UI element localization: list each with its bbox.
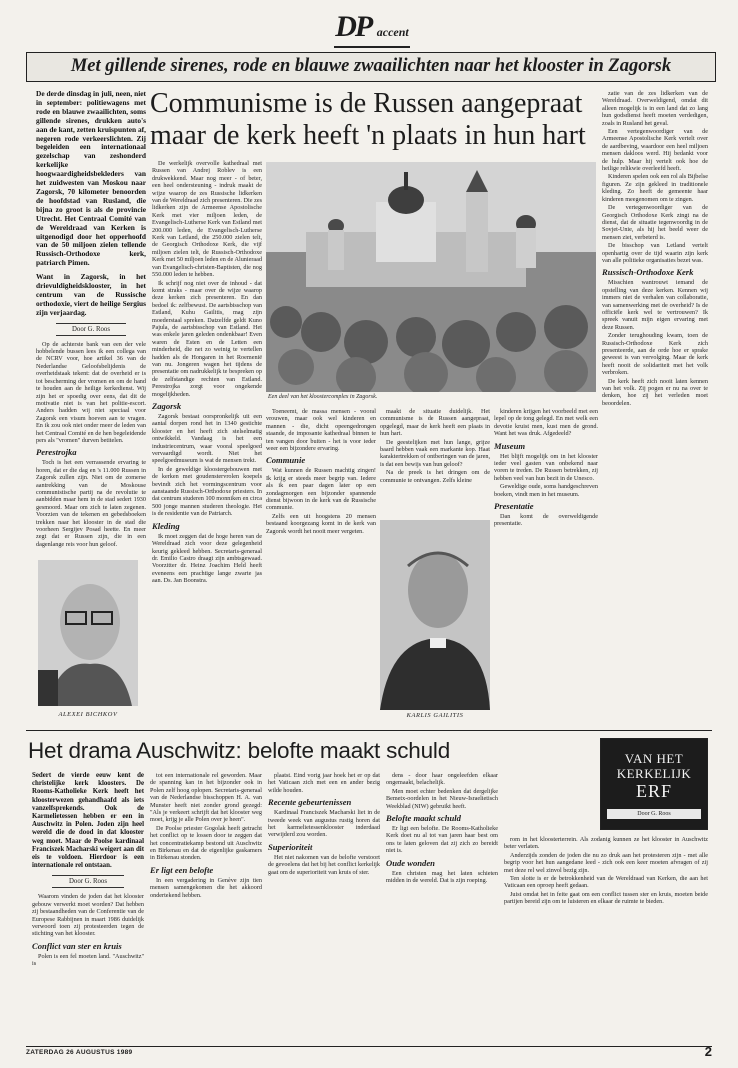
subhead-conflict: Conflict van ster en kruis — [32, 940, 122, 951]
story1-paragraph: De werkelijk overvolle kathedraal met Russen van Andrej Roblev is een drukwekkend. Maar nog meer - of beter, een heel ondersteuning - indruk maakt de wijze waarop de zes Russische lidkerken van de Wereldraad zich presenteren. Die zes lidkerken zijn de Armeense Apostolische Kerk met vier miljoen leden, de Evangelisch-Lutherse Kerk van Estland met 200.000 leden, de Evangelisch-Lutherse Kerk van Letland, die 250.000 zielen telt, de Georgisch Orthodoxe Kerk, die vijf miljoen zielen telt, de Russisch-Orthodoxe Kerk met 50 miljoen leden en de Alunieraad van Evangelisch-christen-Baptisten, die nog 550.000 leden te hebben. — [152, 160, 262, 279]
masthead — [0, 8, 738, 58]
story1-byline: Door G. Roos — [56, 323, 126, 336]
story1-headline — [150, 88, 610, 152]
subhead-recente: Recente gebeurtenissen — [268, 797, 352, 808]
story2-paragraph: Juist omdat het in feite gaat om een conflict tussen ster en kruis, moeten beide partijen bereid zijn om te luisteren en elkaar de ruimte te bieden. — [504, 890, 708, 906]
monastery-photo-caption: Een deel van het kloostercomplex in Zagorsk. — [268, 394, 378, 400]
section-logo — [334, 8, 410, 48]
story2-column-1 — [32, 772, 144, 1042]
story2-byline: Door G. Roos — [52, 875, 124, 888]
subhead-oude-wonden: Oude wonden — [386, 857, 435, 868]
story2-paragraph: tot een internationale rel geworden. Maar de spanning kan in het bijzonder ook in Polen zelf hoog oplopen. Secretaris-generaal van de Nederlandse bisschoppen H. A. van Munster heeft niet zonder grond gezegd: "Als je verkeert schrijft dat het klooster weg moet, krijg je alle Polen over je heen". — [150, 772, 262, 824]
story1-paragraph: Kinderen spelen ook een rol als Bijbelse figuren. Ze zijn gekleed in traditionele kleding. Zo heeft de gemeente haar kinderen meegenomen om te zingen. — [602, 173, 708, 203]
portrait-gailitis — [380, 520, 490, 710]
story2-column-3 — [268, 772, 380, 1042]
subhead-belofte: Er ligt een belofte — [150, 864, 214, 875]
story1-paragraph: De kerk heeft zich nooit laten kennen van het volk. Zij pogen er nu na over te denken, hoe zij het verleden moet beoordelen. — [602, 377, 708, 407]
logo-line3: ERF — [635, 781, 672, 801]
story1-right-column — [602, 90, 708, 730]
story1-headline-line1: Communisme is de Russen aangepraat — [150, 88, 583, 119]
story1-left-paragraph: Op de achterste bank van een der vele hobbelende bussen lees ik een collega van de NCRV voor, hoe artikel 36 van de Nederlandse Geloofsbelijdenis de overheidstaak tekent: dat de overheid er is tot bescherming der vromen en om de hand te houden aan de heilige kerkedienst. Wij zijn het er spoedig over eens, dat dit de motivatie niet is van het politie-escort. Anders hadden wij niet speciaal voor Zagorsk een visum hoeven aan te vragen. En ik zou ook niet onder meer de leden van het Centraal Comité en de hen begeleidende pers als "vromen" durven betitelen. — [36, 340, 146, 444]
portrait-gailitis-caption: KARLIS GAILITIS — [406, 712, 464, 719]
page-number: 2 — [704, 1044, 712, 1059]
monastery-illustration — [266, 162, 596, 392]
story2-lead: Sedert de vierde eeuw kent de christelijke kerk kloosters. De Rooms-Katholieke Kerk heeft het kloosterwezen gehandhaafd als iets vanzelfsprekends. Ook de Karmelietessen hebben er een in Auschwitz in Polen. Joden zijn heel wereld die de dood in dat klooster weg moet. Maar de Poolse kardinaal Franciszek Macharski weigert aan dit eis te voldoen. Hierdoor is een internationale rel ontstaan. — [32, 772, 144, 870]
subhead-presentatie: Presentatie — [494, 501, 534, 512]
kerkelijk-erf-logo — [600, 738, 708, 830]
story2-paragraph: Er ligt een belofte. De Rooms-Katholieke Kerk doet nu al tot van jaren haar best om ons te laten geloven dat zij zich zo bereidt niet is. — [386, 825, 498, 855]
story1-paragraph: De geestelijken met hun lange, grijze baard hebben vaak een markante kop. Haat karaktertrekken of ontberingen van de jaren, is dat een bewijs van hun geloof? — [380, 438, 490, 468]
logo-line2: KERKELIJK — [616, 766, 692, 781]
story2-paragraph: In een vergadering in Genève zijn tien mensen samengekomen die het akkoord ondertekend hebben. — [150, 876, 262, 899]
portrait-gailitis-illustration — [380, 520, 490, 710]
story1-paragraph: Toeneemt, de massa mensen - vooral vrouwen, maar ook wel kinderen en mannen - die, dicht opeengedrongen staande, de imposante kathedraal binnen te ten vangen door buiten - het is voor ieder weer een bijzondere ervaring. — [266, 408, 376, 453]
subhead-superioriteit: Superioriteit — [268, 841, 313, 852]
story1-paragraph: Zelfs een uit hoogstens 20 mensen bestaand koorgezang komt in de kerk van Zagorsk wordt het nooit meer vergeten. — [266, 512, 376, 535]
story2-column-5 — [504, 836, 708, 1042]
story2-paragraph: Het niet nakomen van de belofte verstoort de gevoelens dat het bij het conflict kerkelijk gaat om de superioriteit van kruis of ster. — [268, 853, 380, 876]
story1-paragraph: Dan komt de overweldigende presentatie. — [494, 513, 598, 528]
story1-left-paragraph: Toch is het een verrassende ervaring te horen, dat er die dag en 's 11.000 Russen in Zagorsk zullen zijn. Niet om de zomerse aantrekking van de Moskouse communistische partij na de revolutie te aanbidden maar hem in de stad sedert 1930 gesmoord. Maar om zich te laten zegenen. Voorzien van de tekenen en gebedsboeken trekken naar het klooster in de stad die voorheen Sergijev Posad heette. En meer zegt dat er Russen zijn, die in een dagenlange reis voor hun geloof. — [36, 459, 146, 548]
subhead-russisch-orthodoxe-kerk: Russisch-Orthodoxe Kerk — [602, 267, 694, 278]
section-logo-mark: DP — [335, 10, 372, 43]
story1-paragraph: Misschien wantrouwt iemand de opstelling van deze kerken. Kennen wij immers niet de verhalen van collaboratie, van samenwerking met de overheid? Is de officiële kerk wel te vertrouwen? Ik spreek vanuit mijn eigen ervaring met deze Russen. — [602, 279, 708, 331]
story1-lead: De derde dinsdag in juli, neen, niet in september: politiewagens met rode en blauwe zwaailichten, soms gillende sirenes, drukken auto's aan de kant, zetten kruispunten af, negeren rode verkeerslichten. Zij begeleiden een internationaal gezelschap van zeshonderd kerkelijke hoogwaardigheidsbekleders van het zuidwesten van Moskou naar Zagorsk, 70 kilometer benoorden de hoofdstad van Rusland, die bijna zo groot is als de provincie Utrecht. Het Centraal Comité van de Wereldraad van Kerken is uitgenodigd door het opperhoofd van de 50 miljoen zielen tellende Russisch-Orthodoxe kerk, patriarch Pimen. — [36, 90, 146, 268]
story2-paragraph: Kardinaal Franciszek Macharski liet in de tweede week van augustus rustig horen dat het karmelietessenklooster inderdaad verwijderd zou worden. — [268, 809, 380, 839]
portrait-bichkov-illustration — [38, 560, 138, 706]
story2-paragraph: De Poolse priester Gogolak heeft getracht het conflict op te lossen door te zeggen dat het concentratiekamp bestond uit Auschwitz en Birkenau en dat de eigenlijke gaskamers in Birkenau stonden. — [150, 824, 262, 862]
story1-column-2 — [152, 160, 262, 730]
story1-column-3 — [266, 408, 376, 578]
monastery-photo — [266, 162, 596, 392]
subhead-museum: Museum — [494, 440, 526, 451]
story1-paragraph: kinderen krijgen het voorbeeld met een lepel op de tong gelegd. En met welk een devotie kruist men, kust men de grond. Want het was druk. Afgedeeld? — [494, 408, 598, 438]
story1-paragraph: Ik moet zeggen dat de hoge heren van de Wereldraad zich voor deze gelegenheid keurig gekleed hebben. Secretaris-generaal dr. Emilio Castro draagt zijn ambtsgewaad. Voorzitter dr. Heinz Joachim Held heeft eveneens een prachtige lange zwarte jas aan. Ds. Jan Boonstra. — [152, 532, 262, 585]
story1-paragraph: Zonder terughouding kwam, toen de Russisch-Orthodoxe Kerk zich presenteerde, aan de orde hoe er sprake geweest is van vervolging. Maar de kerk heeft nooit de solidariteit met het volk verbroken. — [602, 332, 708, 377]
portrait-bichkov — [38, 560, 138, 706]
story1-paragraph: De bisschop van Letland vertelt openhartig over de tijd waarin zijn kerk van alle politieke organisaties bezet was. — [602, 242, 708, 264]
story2-paragraph: Polen is een fel moeten land. "Auschwitz" is — [32, 952, 144, 968]
story1-paragraph: zatie van de zes lidkerken van de Wereldraad. Overweldigend, omdat dit alleen mogelijk is in een land dat zo lang hun godsdienst heeft moeten verdedigen, zoals in Rusland het geval. — [602, 90, 708, 127]
top-headline: Met gillende sirenes, rode en blauwe zwaailichten naar het klooster in Zagorsk — [26, 52, 716, 82]
subhead-zagorsk: Zagorsk — [152, 401, 182, 411]
story2-column-2 — [150, 772, 262, 1042]
portrait-bichkov-caption: ALEXEI BICHKOV — [58, 711, 118, 718]
story2-headline: Het drama Auschwitz: belofte maakt schuld — [28, 738, 451, 763]
story2-paragraph: dens - door haar ongeleefden elkaar ongemaakt, belachelijk. — [386, 772, 498, 787]
story2-paragraph: Anderzijds zonden de joden die nu zo druk aan het protesteren zijn - met alle begrip voor het hun aangedane leed - zich ook een keer moeten afvragen of zij met deze rel wel zinvol bezig zijn. — [504, 851, 708, 874]
logo-author: Door G. Roos — [607, 809, 701, 819]
story2-paragraph: Waarom vinden de joden dat het klooster gebouw verwerkt moet worden? Dat hebben zij bestaandheden van de Conferentie van de Europese Rabbijnen in maart 1986 duidelijk verwoord toen zij protesteerden tegen de stichting van het klooster. — [32, 893, 144, 938]
story1-headline-line2: maar de kerk heeft 'n plaats in hun hart — [150, 120, 586, 151]
subhead-kleding: Kleding — [152, 520, 180, 531]
story1-paragraph: Het blijft mogelijk om in het klooster ieder veel gasten van onbekend naar voren te treden. De Russen betrekken, zij hebben veel van hun bezit in de Unesco. — [494, 452, 598, 482]
story1-paragraph: Wat kunnen de Russen machtig zingen! Ik krijg er steeds meer begrip van. Iedere als ik een paar dagen later op een zondagmorgen een bijzonder spannende dienst bijwoon in de kerk van de Russische communie. — [266, 467, 376, 512]
story1-paragraph: Ik schrijf nog niet over de inhoud - dat komt straks - maar over de wijze waarop deze kerken zich presenteren. En dan bedoel ik: zelfbewust. De aartsbisschop van Estland, Kuhu Gailitis, mag zijn moederstaal spreken. Datzelfde geldt Kuno Pajula, de aartsbisschop van Estland. Het was enkele jaren geleden ondenkbaar! Even waren de Esten en de Letten een minderheid, die net zo weinig te vertellen hadden als de Hongaren in het Roemenië van nu. Jongeren wagen het tijdens de presentatie om nadrukkelijk te bespreken op de zelfstandige rechten van Estland. Perestrojka zorgt voor ongekende mogelijkheden. — [152, 279, 262, 398]
subhead-perestrojka: Perestrojka — [36, 447, 77, 458]
story2-paragraph: Ten slotte is er de betrokkenheid van de Wereldraad van Kerken, die aan het Vaticaan een oproep heeft gedaan. — [504, 875, 708, 890]
story2-paragraph: plaatst. Eind vorig jaar hoek het er op dat het Vaticaan zich met een en ander bezig wilde houden. — [268, 772, 380, 794]
story1-column-4 — [380, 408, 490, 518]
story1-paragraph: maakt de situatie duidelijk. Het communisme is de Russen aangepraat, opgelegd, maar de kerk heeft een plaats in hun hart. — [380, 408, 490, 438]
story1-paragraph: Geweldige oude, soms handgeschreven boeken, vindt men in het museum. — [494, 483, 598, 498]
story2-paragraph: Een christen mag het laten schieten midden in de wereld. Dat is zijn roeping. — [386, 869, 498, 885]
story1-paragraph: De vertegenwoordiger van de Georgisch Orthodoxe Kerk zingt na de dienst, dat de situatie tegenwoordig in de Sovjet-Unie, als hij het beeld weer de mensen ziet, verbeterd is. — [602, 204, 708, 241]
story2-paragraph: Men moet echter bedenken dat dergelijke Bemetx-oordelen in het Nieuw-Israelietisch Weekblad (NIW) gebruikt heeft. — [386, 787, 498, 810]
page-footer — [26, 1046, 712, 1060]
story1-paragraph: Na de preek is het dringen om de communie te ontvangen. Zelfs kleine — [380, 469, 490, 484]
subhead-belofte-maakt-schuld: Belofte maakt schuld — [386, 813, 461, 824]
section-logo-word: accent — [376, 25, 409, 39]
story-divider — [26, 730, 712, 731]
story2-column-4 — [386, 772, 498, 1042]
story1-paragraph: Zagorsk bestaat oorspronkelijk uit een aantal dorpen rond het in 1340 gestichte klooster en het heeft zich stelselmatig ontwikkeld. Vandaag is het een industriecentrum, waar vooral speelgoed vervaardigd wordt. Niet het speelgoedmuseum is wat de mensen trekt. — [152, 413, 262, 465]
story1-lead-2: Want in Zagorsk, in het drievuldigheidsklooster, in het centrum van de Russische orthodoxie, viert de heilige Sergius zijn verjaardag. — [36, 272, 146, 317]
story1-column-5 — [494, 408, 598, 730]
story2-paragraph: rom in het kloosterterrein. Als zodanig kunnen ze het klooster in Auschwitz beter verlaten. — [504, 836, 708, 851]
issue-date: ZATERDAG 26 AUGUSTUS 1989 — [26, 1049, 133, 1056]
logo-line1: VAN HET — [624, 751, 684, 766]
story1-paragraph: In de geweldige kloostergebouwen met de kerken met goudenstervrolen koepels bevindt zich het vormingscentrum voor aanstaande Russisch-Orthodoxe priesters. In dat centrum studeren 100 monniken en circa 500 jonge mannen studeren theologie. Het is de residentie van de Patriarch. — [152, 465, 262, 518]
subhead-communie: Communie — [266, 455, 306, 466]
story1-paragraph: Een vertegenwoordiger van de Armeense Apostolische Kerk vertelt over de aardbeving, waardoor een heel miljoen mensen dakloos werd. Hij bedankt voor de hulp. Maar hij vertelt ook hoe de heilige relikwie overleefd heeft. — [602, 128, 708, 173]
